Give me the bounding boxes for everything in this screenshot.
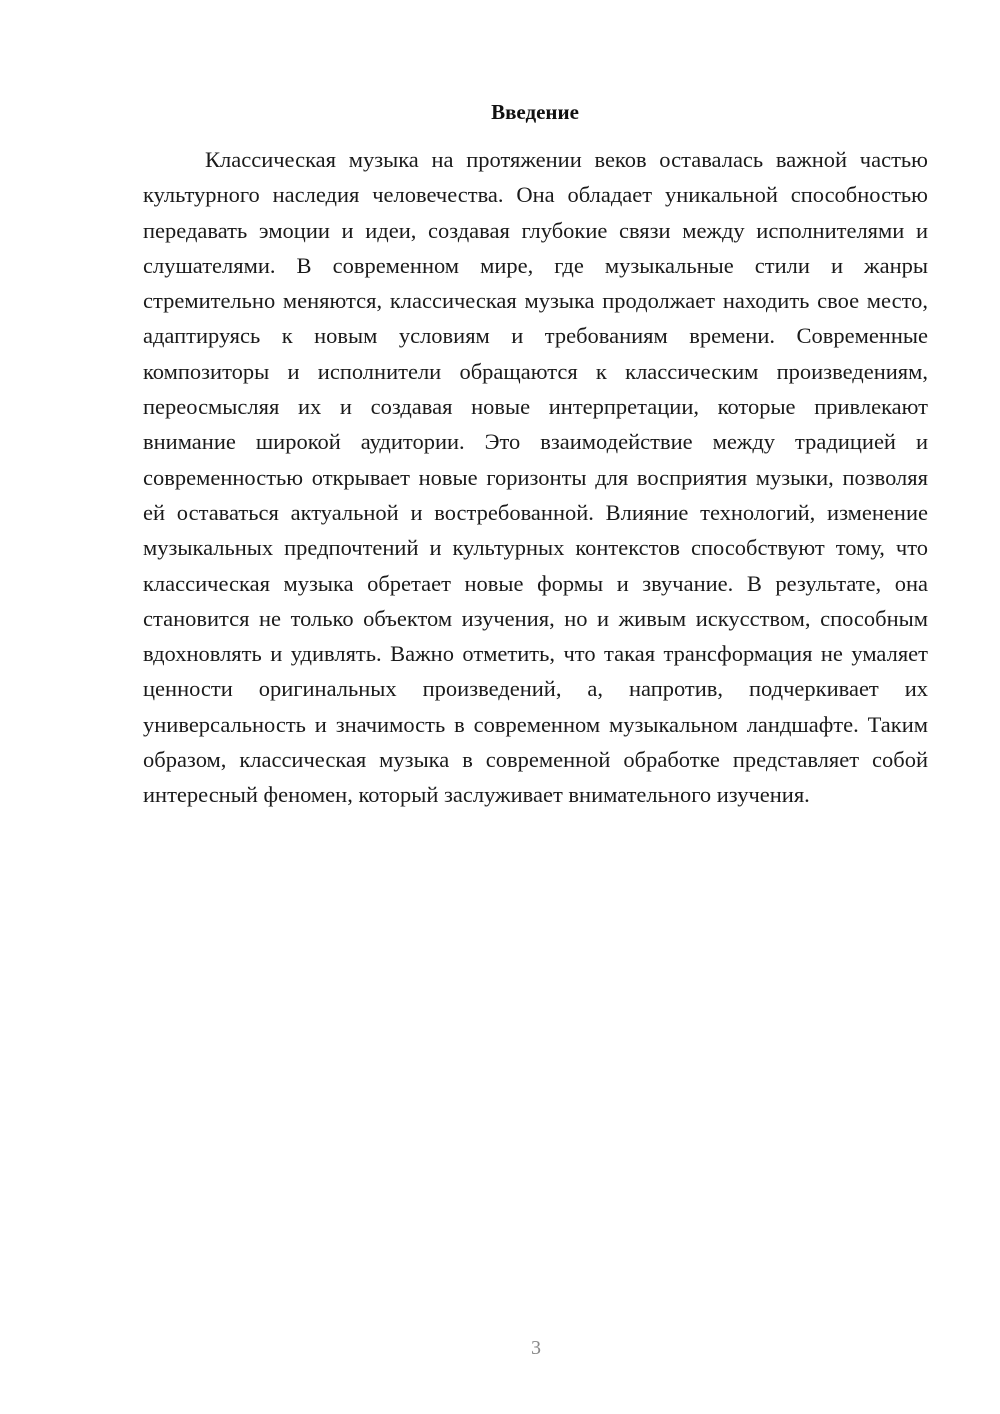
introduction-paragraph: Классическая музыка на протяжении веков оставалась важной частью культурного наследия человечества. Она обладает уникальной способностью передавать эмоции и идеи, создавая глубокие связи между исполнителями и слушателями. В современном мире, где музыкальные стили и жанры стремительно меняются, классическая музыка продолжает находить свое место, адаптируясь к новым условиям и требованиям времени. Современные композиторы и исполнители обращаются к классическим произведениям, переосмысляя их и создавая новые интерпретации, которые привлекают внимание широкой аудитории. Это взаимодействие между традицией и современностью открывает новые горизонты для восприятия музыки, позволяя ей оставаться актуальной и востребованной. Влияние технологий, изменение музыкальных предпочтений и культурных контекстов способствуют тому, что классическая музыка обретает новые формы и звучание. В результате, она становится не только объектом изучения, но и живым искусством, способным вдохновлять и удивлять. Важно отметить, что такая трансформация не умаляет ценности оригинальных произведений, а, напротив, подчеркивает их универсальность и значимость в современном музыкальном ландшафте. Таким образом, классическая музыка в современной обработке представляет собой интересный феномен, который заслуживает внимательного изучения. [143,147,928,808]
section-heading: Введение [491,100,579,124]
page-number: 3 [531,1337,541,1359]
